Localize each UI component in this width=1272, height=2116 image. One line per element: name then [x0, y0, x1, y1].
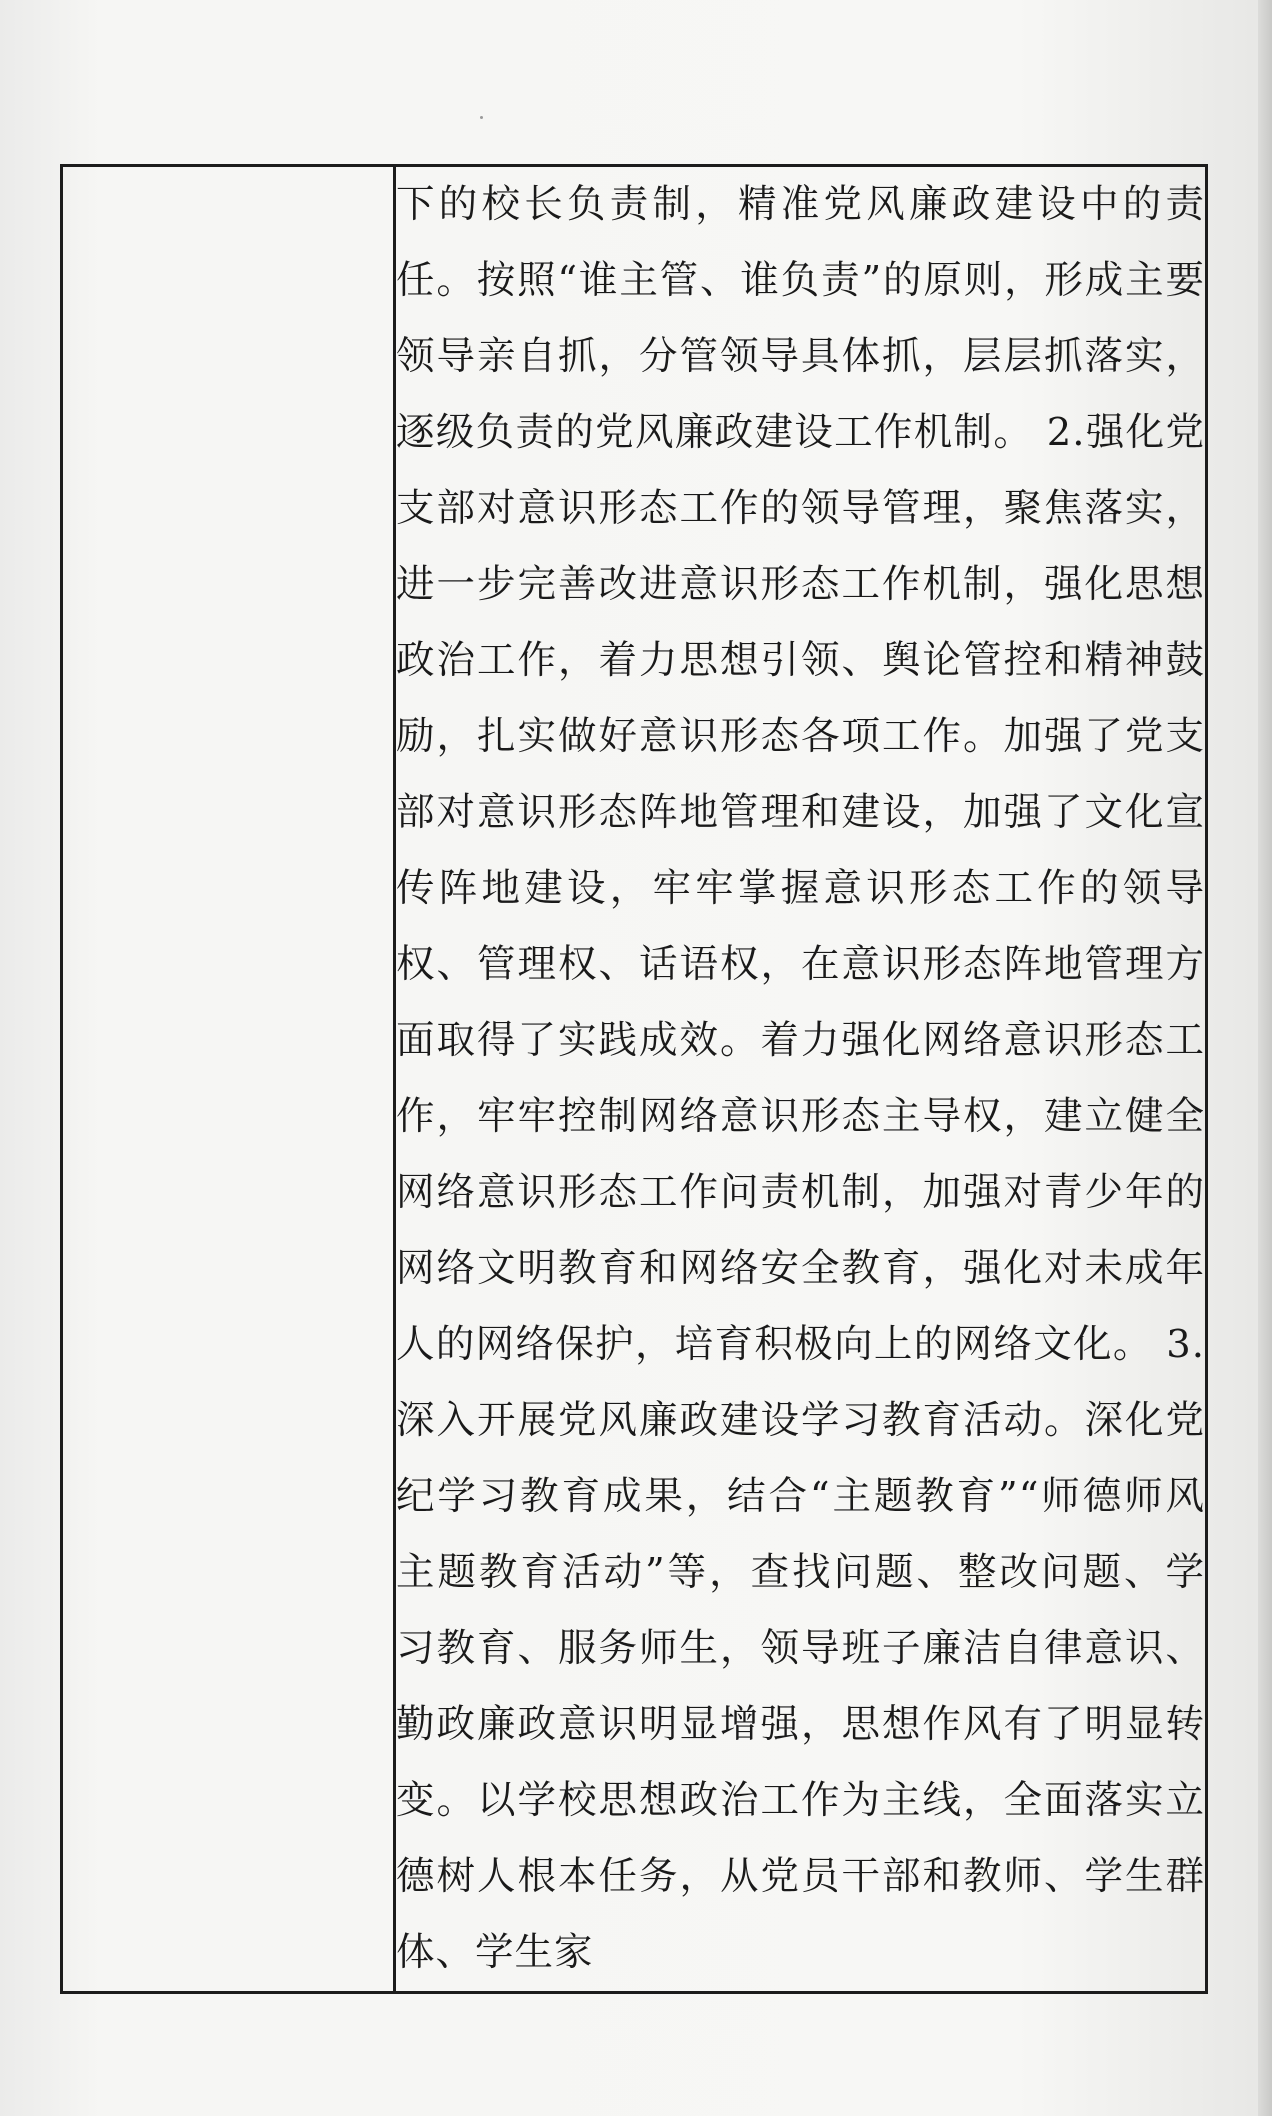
scan-speck — [480, 116, 483, 119]
content-cell — [395, 166, 1207, 1993]
form-table — [60, 164, 1208, 1994]
content-paragraph: 下的校长负责制，精准党风廉政建设中的责任。按照“谁主管、谁负责”的原则，形成主要领导亲自抓，分管领导具体抓，层层抓落实，逐级负责的党风廉政建设工作机制。 2.强化党支部对意识形态工作的领导管理，聚焦落实，进一步完善改进意识形态工作机制，强化思想政治工作，着力思想引领、舆论管控和精神鼓励，扎实做好意识形态各项工作。加强了党支部对意识形态阵地管理和建设，加强了文化宣传阵地建设，牢牢掌握意识形态工作的领导权、管理权、话语权，在意识形态阵地管理方面取得了实践成效。着力强化网络意识形态工作，牢牢控制网络意识形态主导权，建立健全网络意识形态工作问责机制，加强对青少年的网络文明教育和网络安全教育，强化对未成年人的网络保护，培育积极向上的网络文化。 3.深入开展党风廉政建设学习教育活动。深化党纪学习教育成果，结合“主题教育”“师德师风主题教育活动”等，查找问题、整改问题、学习教育、服务师生，领导班子廉洁自律意识、勤政廉政意识明显增强，思想作风有了明显转变。以学校思想政治工作为主线，全面落实立德树人根本任务，从党员干部和教师、学生群体、学生家 — [396, 182, 1205, 1975]
label-cell — [62, 166, 395, 1993]
table-row — [62, 166, 1207, 1993]
page-edge-shadow — [1258, 0, 1272, 2116]
